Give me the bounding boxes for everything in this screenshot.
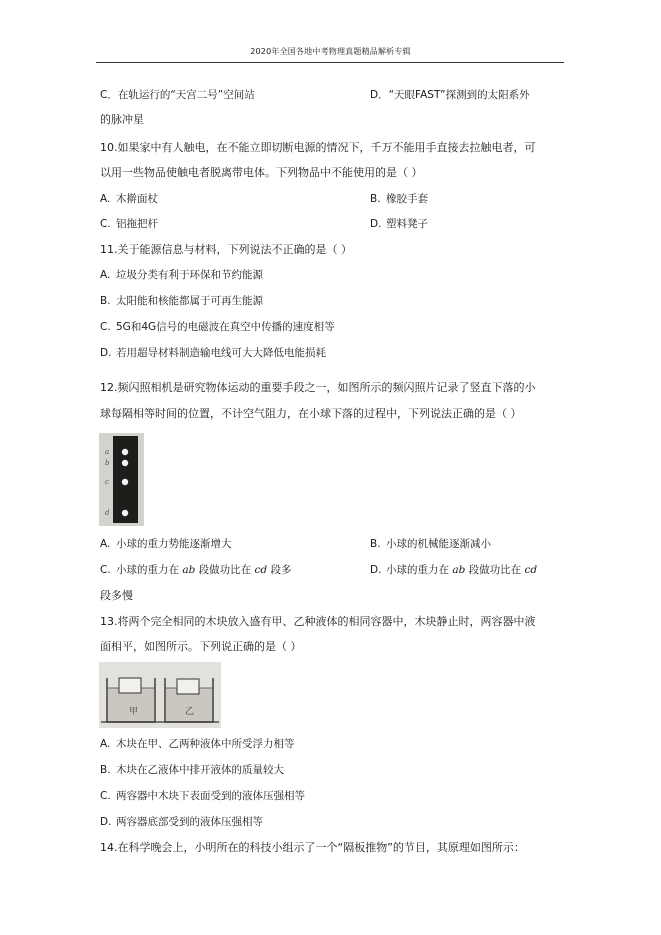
q11-option-c[interactable] — [100, 320, 335, 334]
option-label: B. — [370, 538, 381, 550]
prev-option-d[interactable]: D．“天眼FAST”探测到的太阳系外 — [370, 89, 530, 101]
option-label: D. — [100, 347, 112, 359]
label-yi: 乙 — [185, 707, 195, 717]
q11-option-b[interactable] — [100, 294, 263, 308]
ball-position-b — [122, 460, 128, 466]
q11-option-a[interactable] — [100, 268, 263, 282]
option-label: A. — [100, 269, 111, 281]
option-label: D. — [100, 816, 112, 828]
q10-stem-line1: 10.如果家中有人触电，在不能立即切断电源的情况下，千万不能用手直接去拉触电者，可 — [100, 141, 536, 154]
option-label: C. — [100, 321, 111, 333]
option-text: 小球的重力势能逐渐增大 — [116, 538, 232, 550]
q13-stem-line1: 13.将两个完全相同的木块放入盛有甲、乙种液体的相同容器中，木块静止时，两容器中液 — [100, 615, 536, 628]
segment-ab: ab — [182, 564, 196, 576]
option-label: B. — [100, 295, 111, 307]
label-b: b — [105, 459, 110, 467]
q13-option-c[interactable] — [100, 789, 305, 803]
strobe-photo-figure — [99, 433, 144, 526]
q12-stem-line1: 12.频闪照相机是研究物体运动的重要手段之一，如图所示的频闪照片记录了竖直下落的小 — [100, 381, 536, 394]
option-label: C. — [100, 218, 111, 230]
option-label: D. — [370, 218, 382, 230]
option-label: A. — [100, 193, 111, 205]
q10-option-c[interactable] — [100, 217, 158, 231]
option-text: 木擀面杖 — [116, 193, 158, 205]
option-label: D. — [370, 564, 382, 576]
option-text-post: 段多 — [270, 564, 292, 576]
option-text: 5G和4G信号的电磁波在真空中传播的速度相等 — [116, 321, 335, 333]
q10-option-d[interactable] — [370, 217, 428, 231]
q12-option-c[interactable] — [100, 563, 291, 577]
q10-option-b[interactable] — [370, 192, 428, 206]
option-text: 木块在乙液体中排开液体的质量较大 — [116, 764, 284, 776]
q12-stem-line2: 球每隔相等时间的位置，不计空气阻力，在小球下落的过程中，下列说法正确的是（ ） — [100, 407, 522, 420]
option-text-mid: 段做功比在 — [198, 564, 252, 576]
option-text: 垃圾分类有利于环保和节约能源 — [116, 269, 263, 281]
q13-option-b[interactable] — [100, 763, 284, 777]
option-label: A. — [100, 738, 111, 750]
option-text: 太阳能和核能都属于可再生能源 — [116, 295, 263, 307]
option-text: 若用超导材料制造输电线可大大降低电能损耗 — [116, 347, 326, 359]
option-text-pre: 小球的重力在 — [386, 564, 449, 576]
q14-stem: 14.在科学晚会上，小明所在的科技小组示了一个“隔板推物”的节目，其原理如图所示： — [100, 841, 525, 854]
q13-option-a[interactable] — [100, 737, 295, 751]
label-d: d — [105, 509, 110, 517]
q13-option-d[interactable] — [100, 815, 263, 829]
segment-cd: cd — [524, 564, 538, 576]
option-label: A. — [100, 538, 111, 550]
ball-position-a — [122, 449, 128, 455]
ball-position-d — [122, 510, 128, 516]
q11-stem: 11.关于能源信息与材料，下列说法不正确的是（ ） — [100, 243, 352, 256]
two-containers-figure — [99, 662, 221, 728]
ball-position-c — [122, 479, 128, 485]
option-text: 小球的机械能逐渐减小 — [386, 538, 491, 550]
prev-option-c[interactable]: C．在轨运行的“天宫二号”空间站 — [100, 89, 255, 101]
label-a: a — [105, 448, 110, 456]
option-text: 木块在甲、乙两种液体中所受浮力相等 — [116, 738, 295, 750]
option-text: 橡胶手套 — [386, 193, 428, 205]
option-text: 两容器中木块下表面受到的液体压强相等 — [116, 790, 305, 802]
q10-stem-line2: 以用一些物品使触电者脱离带电体。下列物品中不能使用的是（ ） — [100, 166, 423, 179]
label-c: c — [105, 478, 109, 486]
option-label: B. — [100, 764, 111, 776]
option-label: C. — [100, 790, 111, 802]
q12-option-d[interactable] — [370, 563, 537, 577]
wood-block-yi — [177, 679, 199, 694]
option-text-mid: 段做功比在 — [468, 564, 522, 576]
q11-option-d[interactable] — [100, 346, 326, 360]
segment-ab: ab — [452, 564, 466, 576]
option-text: 两容器底部受到的液体压强相等 — [116, 816, 263, 828]
option-label: C. — [100, 564, 111, 576]
q12-option-a[interactable] — [100, 537, 232, 551]
q13-stem-line2: 面相平，如图所示。下列说正确的是（ ） — [100, 640, 302, 653]
prev-option-d-continued: 的脉冲星 — [100, 113, 144, 126]
page-header: 2020年全国各地中考物理真题精品解析专辑 — [250, 47, 411, 56]
label-jia: 甲 — [129, 707, 139, 717]
option-text-pre: 小球的重力在 — [116, 564, 179, 576]
q10-option-a[interactable] — [100, 192, 158, 206]
option-label: B. — [370, 193, 381, 205]
header-rule — [96, 62, 564, 63]
wood-block-jia — [119, 678, 141, 693]
q12-option-d-continued: 段多慢 — [100, 589, 133, 602]
option-text: 铝拖把杆 — [116, 218, 158, 230]
q12-option-b[interactable] — [370, 537, 491, 551]
segment-cd: cd — [254, 564, 268, 576]
option-text: 塑料凳子 — [386, 218, 428, 230]
